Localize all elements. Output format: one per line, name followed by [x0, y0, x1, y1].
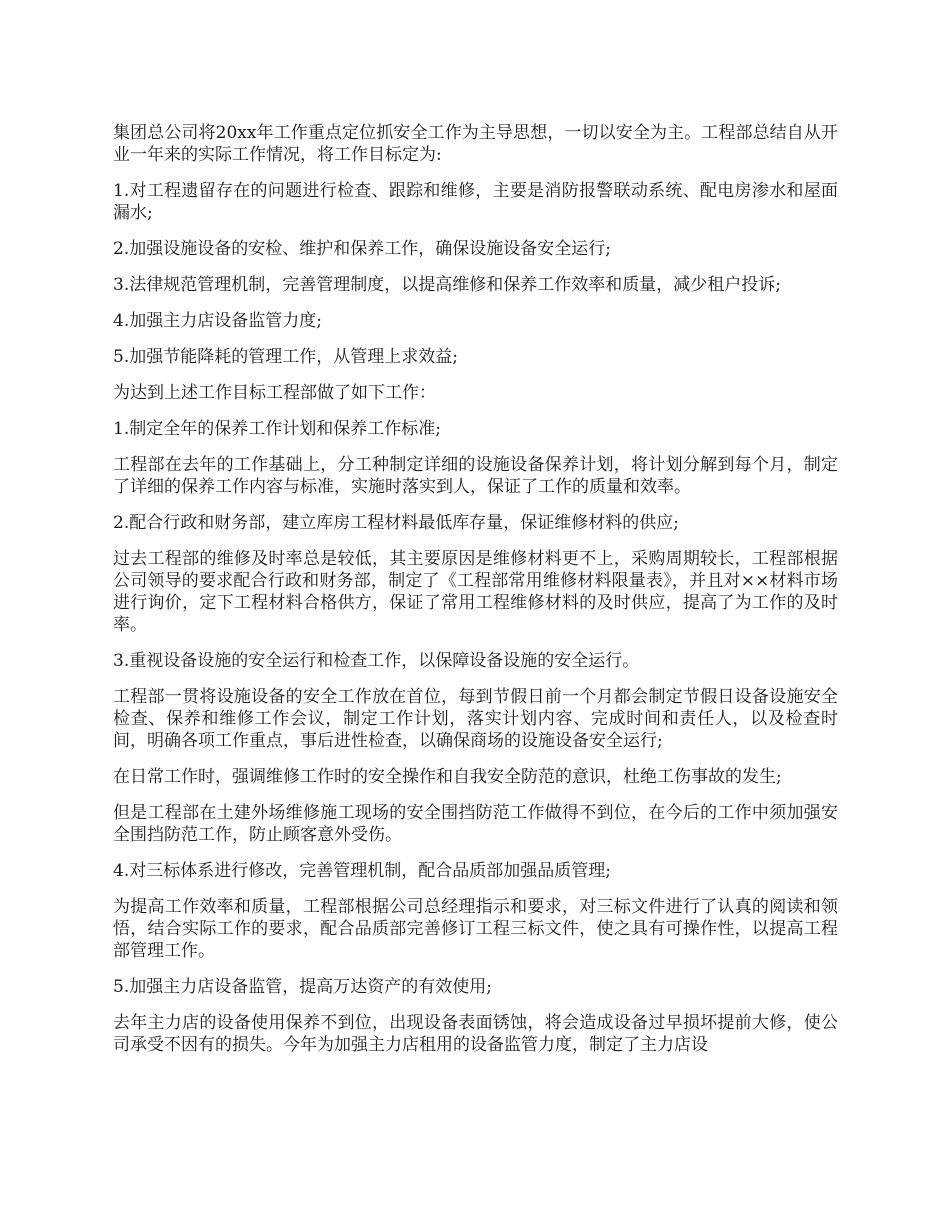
paragraph-goal-3: 3.法律规范管理机制，完善管理制度，以提高维修和保养工作效率和质量，减少租户投诉;	[113, 275, 781, 295]
paragraph-goal-1: 1.对工程遗留存在的问题进行检查、跟踪和维修，主要是消防报警联动系统、配电房渗水和屋面漏水;	[113, 181, 838, 223]
paragraph-work-1-heading: 1.制定全年的保养工作计划和保养工作标准;	[113, 419, 441, 439]
paragraph-work-5-body: 去年主力店的设备使用保养不到位，出现设备表面锈蚀，将会造成设备过早损坏提前大修，使公司承受不因有的损失。今年为加强主力店租用的设备监管力度，制定了主力店设	[113, 1013, 838, 1055]
paragraph-work-3-issue: 但是工程部在土建外场维修施工现场的安全围挡防范工作做得不到位，在今后的工作中须加强安全围挡防范工作，防止顾客意外受伤。	[113, 803, 838, 845]
paragraph-intro: 集团总公司将20xx年工作重点定位抓安全工作为主导思想，一切以安全为主。工程部总结自从开业一年来的实际工作情况，将工作目标定为:	[113, 123, 838, 165]
paragraph-work-4-heading: 4.对三标体系进行修改，完善管理机制，配合品质部加强品质管理;	[113, 861, 611, 881]
paragraph-work-1-body: 工程部在去年的工作基础上，分工种制定详细的设施设备保养计划，将计划分解到每个月，制定了详细的保养工作内容与标准，实施时落实到人，保证了工作的质量和效率。	[113, 455, 838, 497]
paragraph-work-2-heading: 2.配合行政和财务部，建立库房工程材料最低库存量，保证维修材料的供应;	[113, 513, 679, 533]
paragraph-work-4-body: 为提高工作效率和质量，工程部根据公司总经理指示和要求，对三标文件进行了认真的阅读和领悟，结合实际工作的要求，配合品质部完善修订工程三标文件，使之具有可操作性，以提高工程部管理工作。	[113, 897, 838, 961]
paragraph-goal-2: 2.加强设施设备的安检、维护和保养工作，确保设施设备安全运行;	[113, 239, 611, 259]
paragraph-goal-4: 4.加强主力店设备监管力度;	[113, 311, 322, 331]
document-body	[113, 122, 838, 1070]
paragraph-work-intro: 为达到上述工作目标工程部做了如下工作：	[113, 383, 436, 403]
paragraph-work-2-body: 过去工程部的维修及时率总是较低，其主要原因是维修材料更不上，采购周期较长，工程部根据公司领导的要求配合行政和财务部，制定了《工程部常用维修材料限量表》，并且对××材料市场进行询价，定下工程材料合格供方，保证了常用工程维修材料的及时供应，提高了为工作的及时率。	[113, 549, 838, 635]
paragraph-work-5-heading: 5.加强主力店设备监管，提高万达资产的有效使用;	[113, 977, 492, 997]
paragraph-work-3-body: 工程部一贯将设施设备的安全工作放在首位，每到节假日前一个月都会制定节假日设备设施安全检查、保养和维修工作会议，制定工作计划，落实计划内容、完成时间和责任人，以及检查时间，明确各项工作重点，事后进性检查，以确保商场的设施设备安全运行;	[113, 687, 838, 751]
paragraph-work-3-daily: 在日常工作时，强调维修工作时的安全操作和自我安全防范的意识，杜绝工伤事故的发生;	[113, 767, 782, 787]
paragraph-goal-5: 5.加强节能降耗的管理工作，从管理上求效益;	[113, 347, 458, 367]
paragraph-work-3-heading: 3.重视设备设施的安全运行和检查工作，以保障设备设施的安全运行。	[113, 651, 640, 671]
